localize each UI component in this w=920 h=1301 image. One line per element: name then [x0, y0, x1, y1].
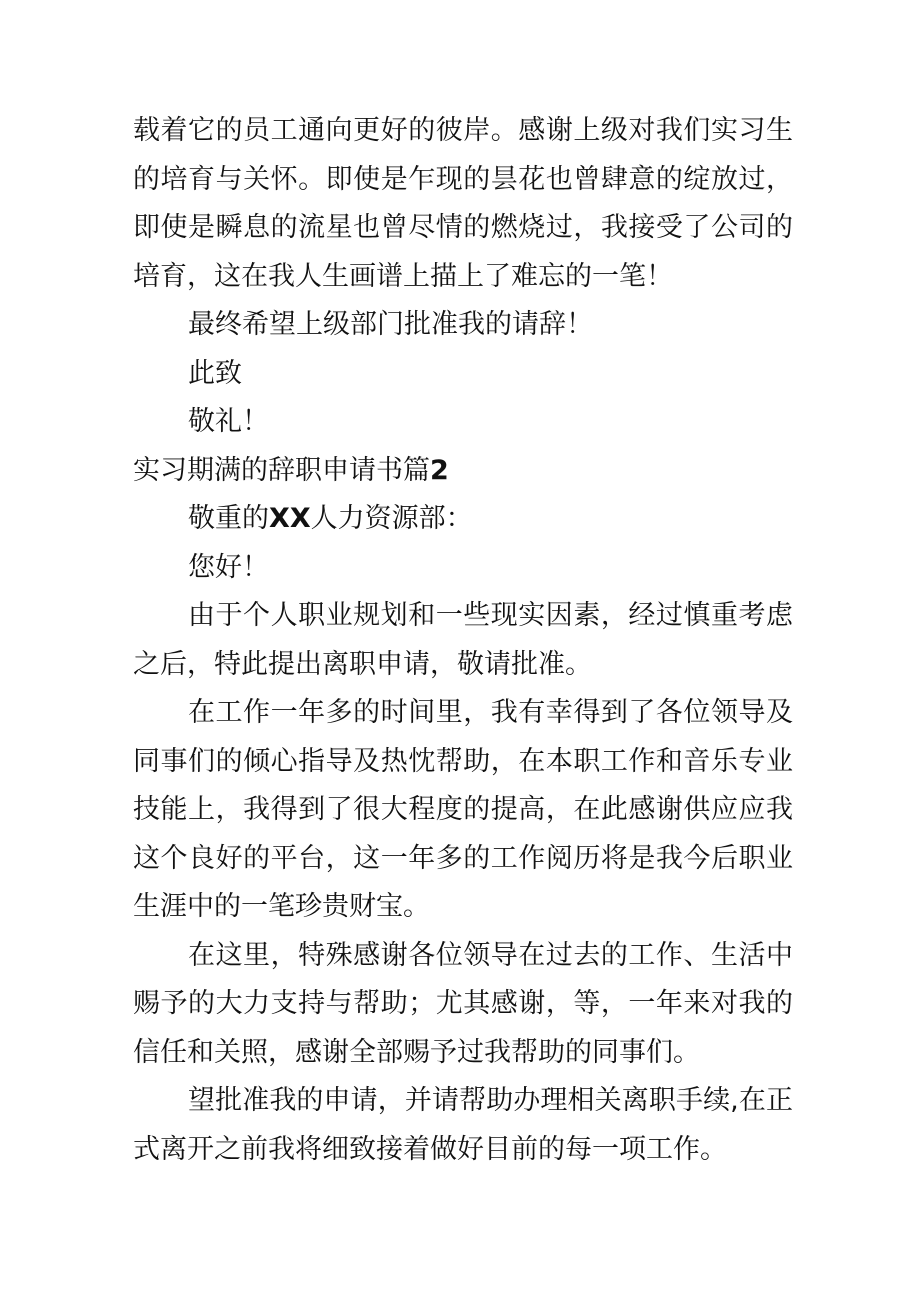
paragraph-salutation-cizhi: 此致 [188, 357, 242, 389]
document-body [133, 107, 793, 1174]
paragraph-continuation: 载着它的员工通向更好的彼岸。感谢上级对我们实习生的培育与关怀。即使是乍现的昙花也曾肆意的绽放过，即使是瞬息的流星也曾尽情的燃烧过，我接受了公司的培育，这在我人生画谱上描上了难忘的一笔！ [133, 115, 793, 292]
section-heading-text: 实习期满的辞职申请书篇 [133, 454, 430, 486]
paragraph-gratitude-work: 在工作一年多的时间里，我有幸得到了各位领导及同事们的倾心指导及热忱帮助，在本职工作和音乐专业技能上，我得到了很大程度的提高，在此感谢供应应我这个良好的平台，这一年多的工作阅历将是我今后职业生涯中的一笔珍贵财宝。 [133, 697, 793, 922]
section-heading [133, 447, 793, 496]
paragraph-final-request: 望批准我的申请，并请帮助办理相关离职手续,在正式离开之前我将细致接着做好目前的每一项工作。 [133, 1085, 793, 1165]
paragraph-addressee [133, 495, 793, 544]
section-heading-number: 2 [430, 454, 449, 486]
paragraph-greeting: 您好！ [188, 551, 269, 583]
paragraph-gratitude-leaders: 在这里，特殊感谢各位领导在过去的工作、生活中赐予的大力支持与帮助；尤其感谢，等，一年来对我的信任和关照，感谢全部赐予过我帮助的同事们。 [133, 939, 793, 1068]
paragraph-closing-request: 最终希望上级部门批准我的请辞！ [188, 309, 593, 340]
addressee-company: XX [269, 503, 311, 534]
addressee-department: 人力资源部： [310, 503, 473, 534]
paragraph-salutation-jingli: 敬礼！ [188, 406, 269, 437]
addressee-prefix: 敬重的 [188, 503, 269, 534]
paragraph-reason: 由于个人职业规划和一些现实因素，经过慎重考虑之后，特此提出离职申请，敬请批准。 [133, 600, 793, 680]
